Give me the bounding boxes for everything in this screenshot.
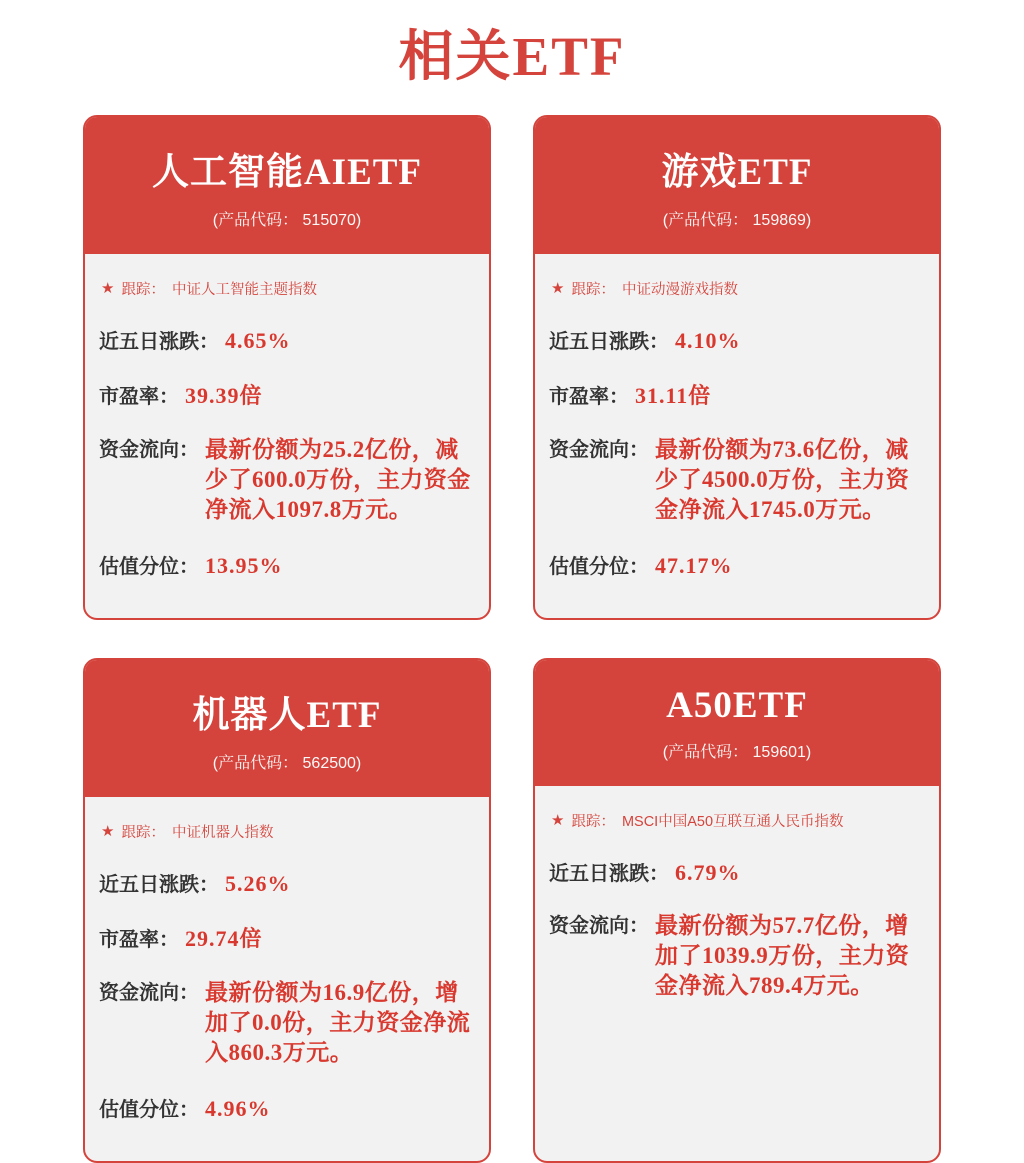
track-row xyxy=(551,278,923,299)
etf-product-code: (产品代码： 159869) xyxy=(662,212,812,229)
etf-card-robot xyxy=(83,658,491,1163)
change5d-row xyxy=(99,325,473,354)
card-body xyxy=(535,786,939,1161)
etf-card-ai xyxy=(83,115,491,620)
etf-title: 人工智能AIETF xyxy=(151,152,423,193)
track-index: MSCI中国A50互联互通人民币指数 xyxy=(621,814,844,830)
track-index: 中证人工智能主题指数 xyxy=(171,282,317,298)
change5d-row xyxy=(549,857,923,886)
pe-row xyxy=(549,379,923,410)
star-icon: ★ xyxy=(101,280,115,297)
pe-row xyxy=(99,922,473,953)
track-label: 跟踪： xyxy=(121,825,165,841)
pe-value: 29.74倍 xyxy=(185,926,263,951)
pe-label: 市盈率： xyxy=(549,386,629,408)
pe-label: 市盈率： xyxy=(99,386,179,408)
valuation-value: 13.95% xyxy=(205,553,283,578)
card-header xyxy=(85,660,489,797)
flow-row xyxy=(549,911,923,1001)
card-body xyxy=(535,254,939,618)
pe-value: 39.39倍 xyxy=(185,383,263,408)
change5d-label: 近五日涨跌： xyxy=(549,331,669,353)
etf-product-code: (产品代码： 159601) xyxy=(662,744,812,761)
card-header xyxy=(535,660,939,786)
flow-label: 资金流向： xyxy=(99,439,199,461)
change5d-value: 4.65% xyxy=(225,328,291,353)
change5d-label: 近五日涨跌： xyxy=(99,331,219,353)
pe-row xyxy=(99,379,473,410)
flow-label: 资金流向： xyxy=(549,915,649,937)
change5d-value: 4.10% xyxy=(675,328,741,353)
etf-product-code: (产品代码： 562500) xyxy=(212,755,362,772)
pe-label: 市盈率： xyxy=(99,929,179,951)
flow-label: 资金流向： xyxy=(99,982,199,1004)
track-label: 跟踪： xyxy=(571,814,615,830)
track-index: 中证动漫游戏指数 xyxy=(621,282,738,298)
track-index: 中证机器人指数 xyxy=(171,825,274,841)
change5d-label: 近五日涨跌： xyxy=(99,874,219,896)
card-body xyxy=(85,797,489,1161)
valuation-row xyxy=(549,550,923,579)
etf-title: A50ETF xyxy=(666,685,808,726)
card-header xyxy=(535,117,939,254)
card-body xyxy=(85,254,489,618)
valuation-label: 估值分位： xyxy=(549,556,649,578)
track-label: 跟踪： xyxy=(121,282,165,298)
change5d-row xyxy=(549,325,923,354)
etf-card-grid xyxy=(0,115,1024,1163)
etf-title: 游戏ETF xyxy=(661,152,813,193)
track-row xyxy=(551,810,923,831)
flow-value: 最新份额为16.9亿份，增加了0.0份，主力资金净流入860.3万元。 xyxy=(205,980,471,1065)
track-row xyxy=(101,278,473,299)
pe-value: 31.11倍 xyxy=(635,383,712,408)
flow-label: 资金流向： xyxy=(549,439,649,461)
change5d-label: 近五日涨跌： xyxy=(549,863,669,885)
change5d-value: 6.79% xyxy=(675,860,741,885)
flow-row xyxy=(99,435,473,525)
change5d-row xyxy=(99,868,473,897)
star-icon: ★ xyxy=(551,812,565,829)
valuation-row xyxy=(99,1093,473,1122)
flow-value: 最新份额为25.2亿份，减少了600.0万份，主力资金净流入1097.8万元。 xyxy=(205,437,471,522)
etf-title: 机器人ETF xyxy=(192,695,382,736)
flow-row xyxy=(549,435,923,525)
valuation-label: 估值分位： xyxy=(99,1099,199,1121)
valuation-label: 估值分位： xyxy=(99,556,199,578)
track-row xyxy=(101,821,473,842)
star-icon: ★ xyxy=(551,280,565,297)
etf-product-code: (产品代码： 515070) xyxy=(212,212,362,229)
valuation-row xyxy=(99,550,473,579)
valuation-value: 47.17% xyxy=(655,553,733,578)
flow-value: 最新份额为57.7亿份，增加了1039.9万份，主力资金净流入789.4万元。 xyxy=(655,913,910,998)
etf-card-game xyxy=(533,115,941,620)
change5d-value: 5.26% xyxy=(225,871,291,896)
flow-row xyxy=(99,978,473,1068)
card-header xyxy=(85,117,489,254)
star-icon: ★ xyxy=(101,823,115,840)
page-title: 相关ETF xyxy=(398,26,626,87)
valuation-value: 4.96% xyxy=(205,1096,271,1121)
track-label: 跟踪： xyxy=(571,282,615,298)
flow-value: 最新份额为73.6亿份，减少了4500.0万份，主力资金净流入1745.0万元。 xyxy=(655,437,910,522)
etf-card-a50 xyxy=(533,658,941,1163)
